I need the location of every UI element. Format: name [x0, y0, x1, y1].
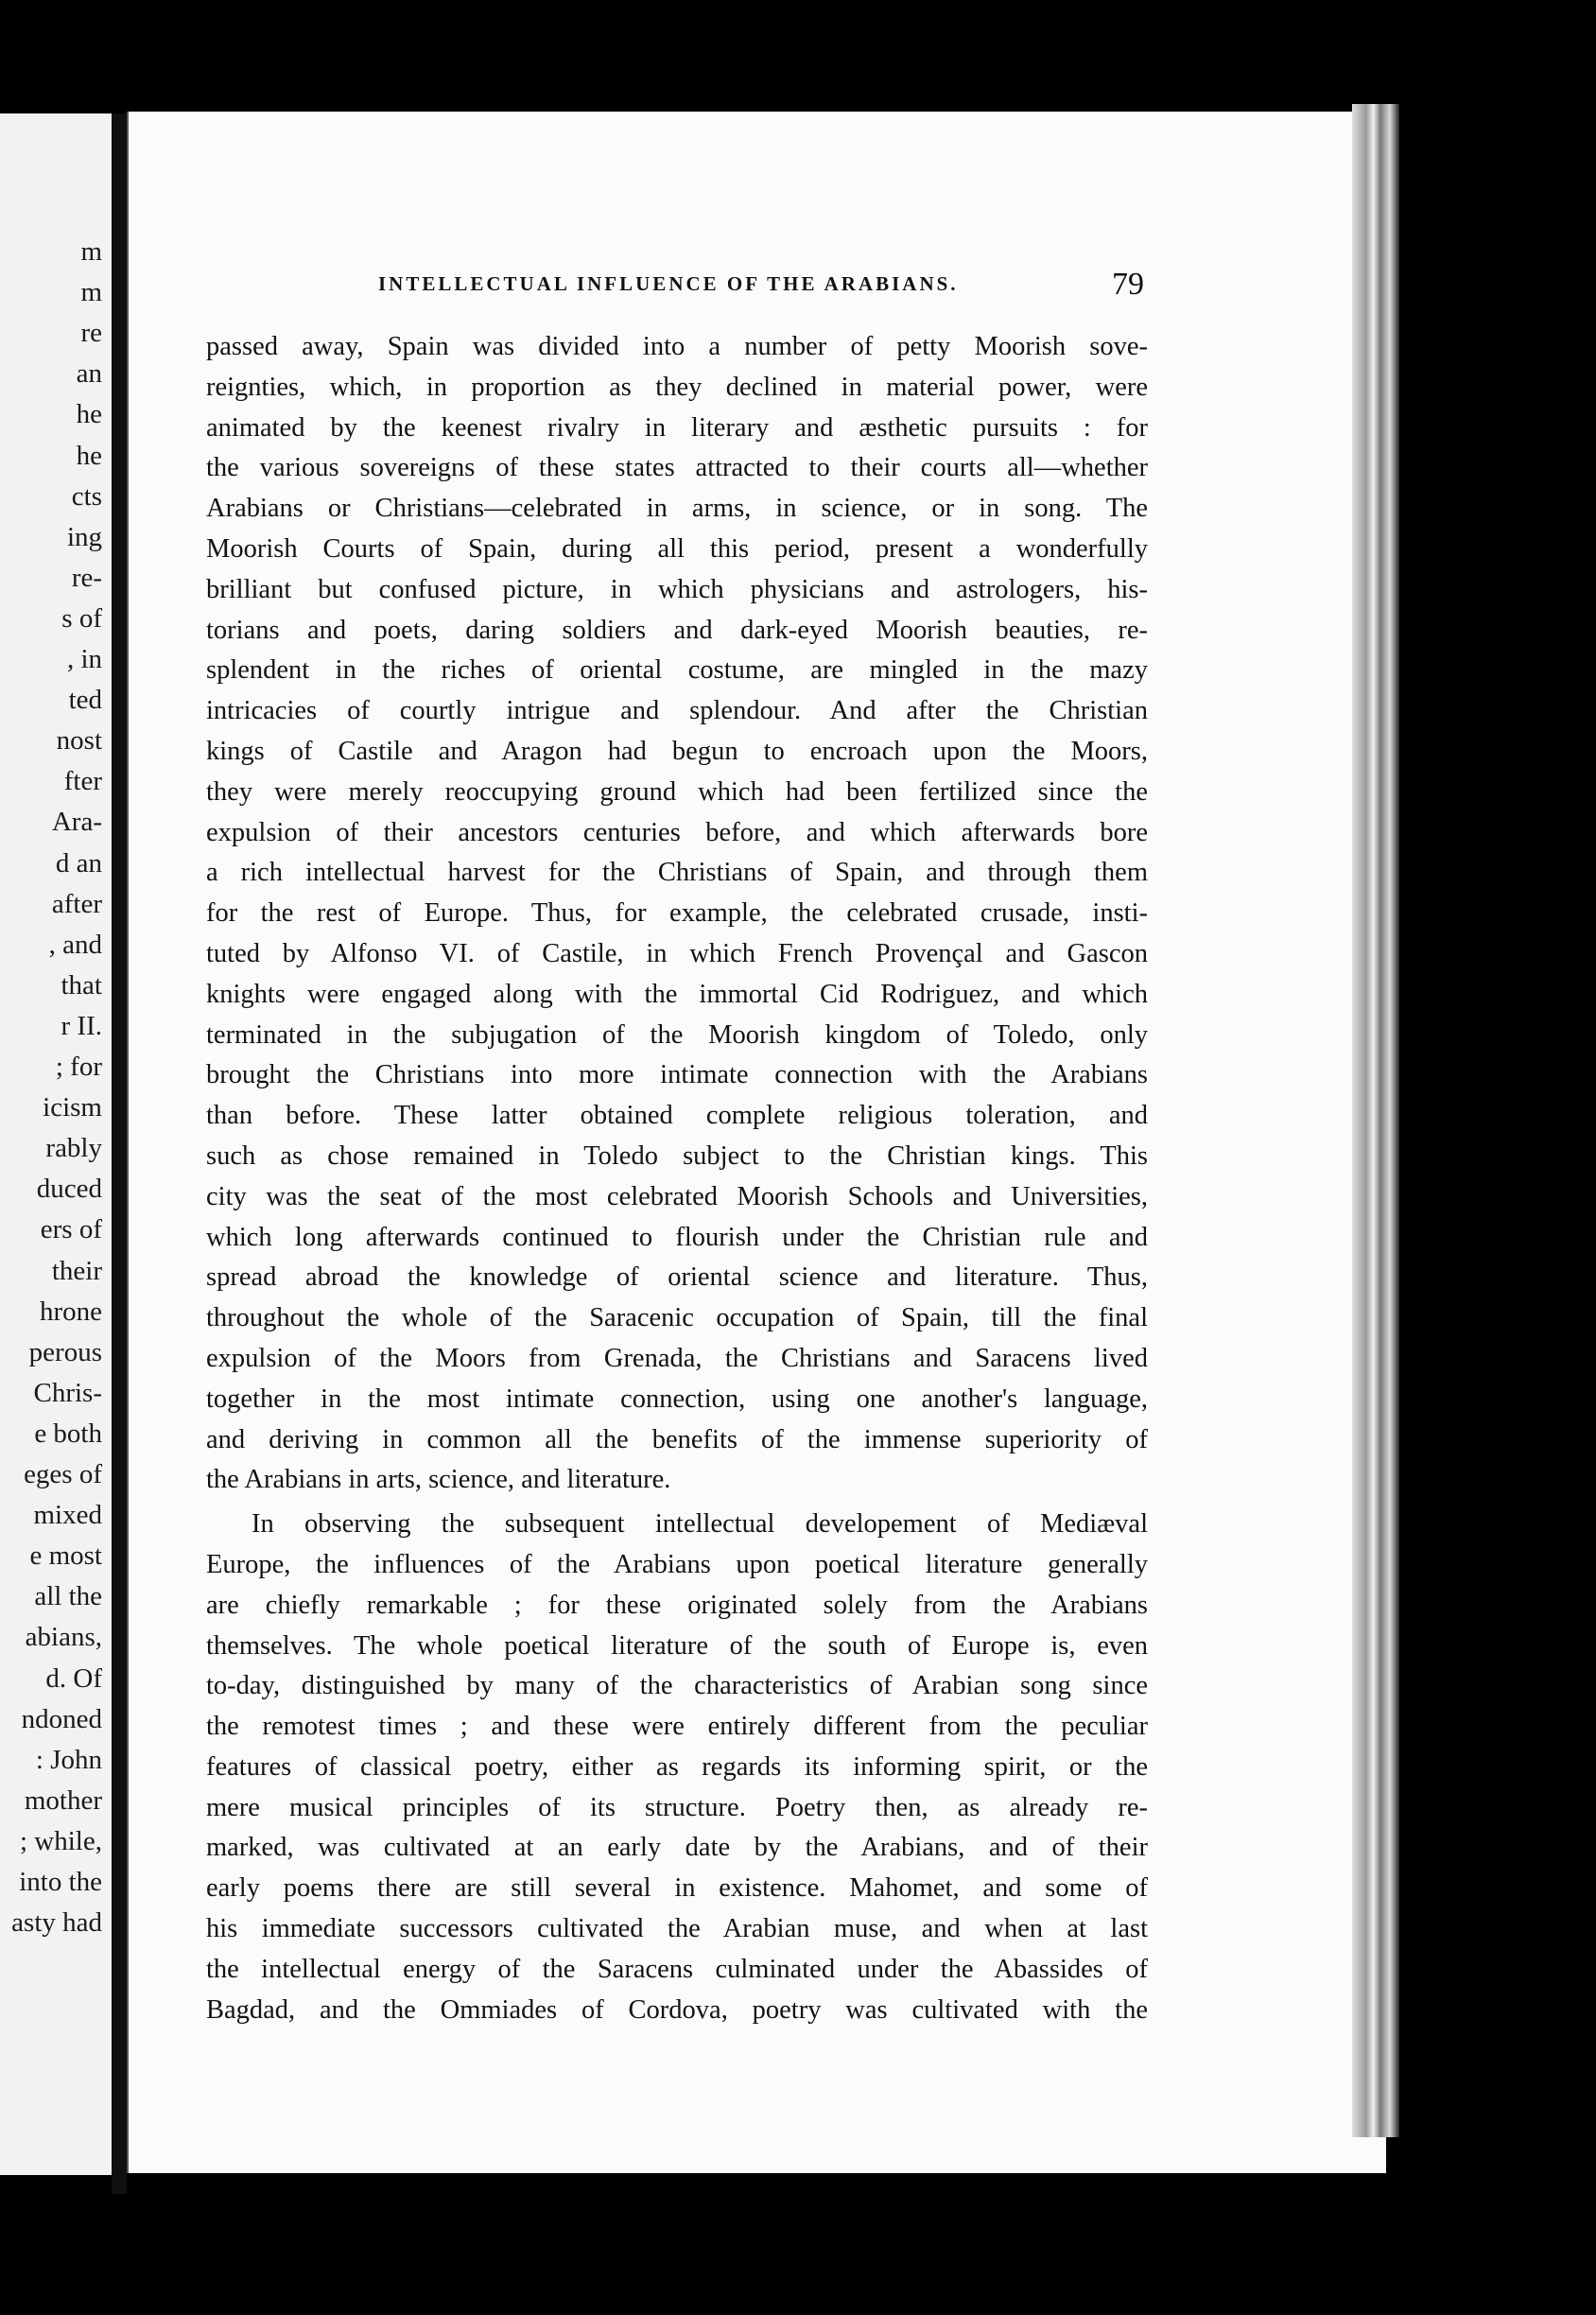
- left-page-text-fragment: hrone: [39, 1296, 102, 1327]
- left-page-text-fragment: d. Of: [45, 1662, 102, 1694]
- left-page-text-fragment: an: [76, 358, 102, 390]
- text-line: his immediate successors cultivated the Arabian muse, and when at last: [206, 1914, 1148, 1944]
- text-line: reignties, which, in proportion as they declined in material power, were: [206, 372, 1148, 402]
- left-page-text-fragment: he: [76, 399, 102, 430]
- paragraph: [206, 1505, 1148, 2030]
- left-page-text-fragment: asty had: [11, 1907, 102, 1939]
- text-line: the Arabians in arts, science, and literature.: [206, 1465, 671, 1495]
- text-line: passed away, Spain was divided into a number of petty Moorish sove-: [206, 332, 1148, 361]
- page-number: 79: [1112, 267, 1144, 302]
- text-line: Europe, the influences of the Arabians upon poetical literature generally: [206, 1549, 1148, 1579]
- text-line: intricacies of courtly intrigue and splendour. And after the Christian: [206, 696, 1148, 726]
- text-line: spread abroad the knowledge of oriental science and literature. Thus,: [206, 1262, 1148, 1293]
- text-line: Moorish Courts of Spain, during all this period, present a wonderfully: [206, 533, 1148, 564]
- text-line: to-day, distinguished by many of the characteristics of Arabian song since: [206, 1671, 1148, 1701]
- left-page-text-fragment: nost: [56, 725, 102, 757]
- paragraph: [206, 327, 1148, 1501]
- left-page-text-fragment: d an: [55, 847, 102, 879]
- book-gutter: [112, 113, 127, 2194]
- left-page-text-fragment: duced: [36, 1174, 102, 1205]
- text-line: throughout the whole of the Saracenic occupation of Spain, till the final: [206, 1303, 1148, 1333]
- text-line: together in the most intimate connection, using one another's language,: [206, 1384, 1148, 1414]
- running-head: [246, 267, 1144, 305]
- left-page-text-fragment: ers of: [40, 1214, 102, 1245]
- text-line: torians and poets, daring soldiers and dark-eyed Moorish beauties, re-: [206, 615, 1148, 645]
- left-page-text-fragment: eges of: [24, 1459, 102, 1489]
- text-line: city was the seat of the most celebrated Moorish Schools and Universities,: [206, 1181, 1148, 1211]
- text-line: features of classical poetry, either as regards its informing spirit, or the: [206, 1751, 1148, 1782]
- left-page-text-fragment: re: [80, 318, 102, 349]
- left-page-text-fragment: abians,: [25, 1622, 102, 1653]
- text-line: marked, was cultivated at an early date by the Arabians, and of their: [206, 1833, 1148, 1863]
- left-page-text-fragment: ; for: [55, 1052, 102, 1082]
- left-page-text-fragment: he: [76, 440, 102, 471]
- left-page-text-fragment: Chris-: [33, 1377, 102, 1408]
- text-line: themselves. The whole poetical literature of the south of Europe is, even: [206, 1630, 1148, 1661]
- left-page-fragment: [0, 113, 112, 2175]
- text-line: expulsion of the Moors from Grenada, the Christians and Saracens lived: [206, 1343, 1148, 1373]
- text-line: and deriving in common all the benefits of the immense superiority of: [206, 1424, 1148, 1454]
- left-page-text-fragment: icism: [43, 1092, 102, 1123]
- text-line: the intellectual energy of the Saracens culminated under the Abassides of: [206, 1954, 1148, 1984]
- text-line: brilliant but confused picture, in which physicians and astrologers, his-: [206, 574, 1148, 604]
- left-page-text-fragment: : John: [35, 1744, 102, 1775]
- left-page-text-fragment: e most: [29, 1540, 102, 1572]
- left-page-text-fragment: ndoned: [21, 1703, 102, 1734]
- text-line: kings of Castile and Aragon had begun to encroach upon the Moors,: [206, 736, 1148, 766]
- text-line: animated by the keenest rivalry in literary and æsthetic pursuits : for: [206, 412, 1148, 443]
- page-edge: [1352, 104, 1399, 2137]
- left-page-text-fragment: m: [80, 236, 102, 267]
- text-line: brought the Christians into more intimate connection with the Arabians: [206, 1060, 1148, 1090]
- running-title: INTELLECTUAL INFLUENCE OF THE ARABIANS.: [378, 272, 959, 295]
- left-page-text-fragment: into the: [19, 1867, 102, 1897]
- text-line: the various sovereigns of these states attracted to their courts all—whether: [206, 453, 1148, 483]
- text-line: than before. These latter obtained complete religious toleration, and: [206, 1101, 1148, 1131]
- left-page-text-fragment: mother: [24, 1784, 102, 1816]
- left-page-text-fragment: ing: [66, 521, 102, 552]
- text-line: expulsion of their ancestors centuries before, and which afterwards bore: [206, 817, 1148, 847]
- text-line: Arabians or Christians—celebrated in arms, in science, or in song. The: [206, 494, 1148, 524]
- text-line: tuted by Alfonso VI. of Castile, in which French Provençal and Gascon: [206, 938, 1148, 968]
- text-line: early poems there are still several in existence. Mahomet, and some of: [206, 1873, 1148, 1904]
- text-line: Bagdad, and the Ommiades of Cordova, poetry was cultivated with the: [206, 1994, 1148, 2025]
- left-page-text-fragment: , and: [48, 929, 102, 960]
- left-page-text-fragment: after: [51, 888, 102, 919]
- left-page-text-fragment: all the: [34, 1581, 102, 1612]
- left-page-text-fragment: e both: [34, 1418, 102, 1449]
- left-page-text-fragment: mixed: [33, 1500, 102, 1531]
- left-page-text-fragment: that: [61, 969, 102, 1001]
- left-page-text-fragment: fter: [63, 766, 102, 797]
- left-page-text-fragment: , in: [66, 644, 102, 674]
- left-page-text-fragment: rably: [45, 1133, 102, 1164]
- left-page-text-fragment: s of: [61, 602, 102, 634]
- text-line: splendent in the riches of oriental costume, are mingled in the mazy: [206, 655, 1148, 686]
- left-page-text-fragment: ; while,: [20, 1825, 102, 1856]
- left-page-text-fragment: ted: [68, 685, 102, 716]
- left-page-text-fragment: r II.: [61, 1010, 102, 1041]
- text-line: knights were engaged along with the immortal Cid Rodriguez, and which: [206, 979, 1148, 1009]
- text-line: the remotest times ; and these were entirely different from the peculiar: [206, 1712, 1148, 1742]
- left-page-text-fragment: Ara-: [51, 807, 102, 838]
- text-line: such as chose remained in Toledo subject to the Christian kings. This: [206, 1140, 1148, 1171]
- left-page-text-fragment: their: [51, 1255, 102, 1286]
- text-line: they were merely reoccupying ground which had been fertilized since the: [206, 776, 1148, 807]
- text-line: for the rest of Europe. Thus, for example, the celebrated crusade, insti-: [206, 898, 1148, 929]
- left-page-text-fragment: re-: [71, 562, 102, 593]
- body-text: [206, 327, 1148, 2030]
- text-line: terminated in the subjugation of the Moorish kingdom of Toledo, only: [206, 1019, 1148, 1050]
- left-page-text-fragment: perous: [28, 1336, 102, 1367]
- text-line: In observing the subsequent intellectual developement of Mediæval: [252, 1509, 1148, 1540]
- left-page-text-fragment: m: [80, 277, 102, 308]
- text-line: a rich intellectual harvest for the Christians of Spain, and through them: [206, 858, 1148, 888]
- text-line: are chiefly remarkable ; for these originated solely from the Arabians: [206, 1590, 1148, 1620]
- text-line: which long afterwards continued to flourish under the Christian rule and: [206, 1222, 1148, 1252]
- left-page-text-fragment: cts: [71, 480, 102, 512]
- text-line: mere musical principles of its structure. Poetry then, as already re-: [206, 1792, 1148, 1822]
